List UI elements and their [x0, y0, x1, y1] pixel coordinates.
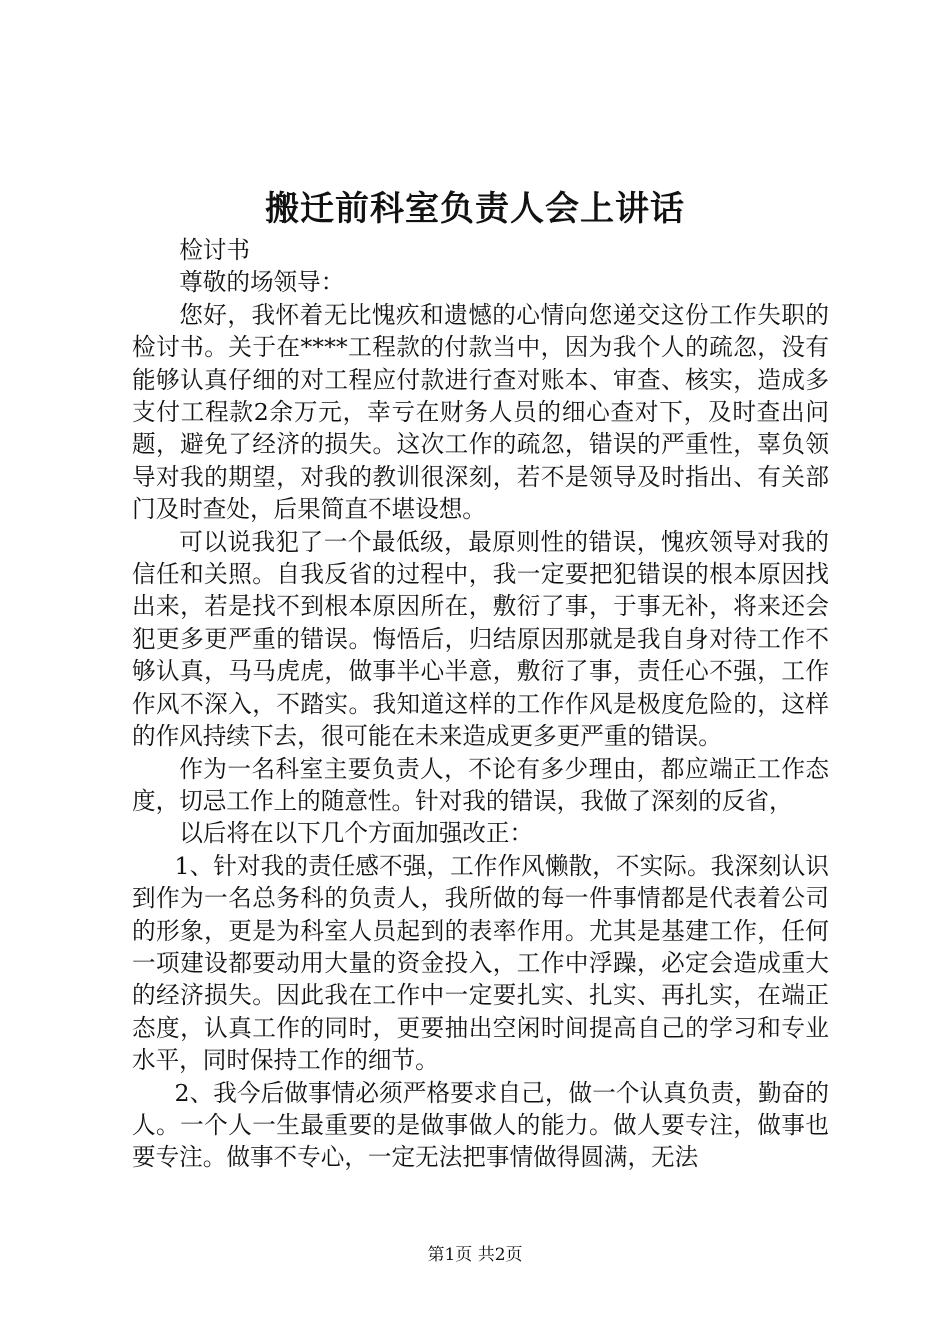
- paragraph-item-1: 1、针对我的责任感不强，工作作风懒散，不实际。我深刻认识到作为一名总务科的负责人，我所做的每一件事情都是代表着公司的形象，更是为科室人员起到的表率作用。尤其是基建工作，任何一项建设都要动用大量的资金投入，工作中浮躁，必定会造成重大的经济损失。因此我在工作中一定要扎实、扎实、再扎实，在端正态度，认真工作的同时，更要抽出空闲时间提高自己的学习和专业水平，同时保持工作的细节。: [132, 851, 829, 1075]
- page-footer: [0, 1244, 950, 1266]
- paragraph: 可以说我犯了一个最低级，最原则性的错误，愧疚领导对我的信任和关照。自我反省的过程中，我一定要把犯错误的根本原因找出来，若是找不到根本原因所在，敷衍了事，于事无补，将来还会犯更多更严重的错误。悔悟后，归结原因那就是我自身对待工作不够认真，马马虎虎，做事半心半意，敷衍了事，责任心不强，工作作风不深入，不踏实。我知道这样的工作作风是极度危险的，这样的作风持续下去，很可能在未来造成更多更严重的错误。: [132, 527, 829, 751]
- page-total: 共2页: [477, 1245, 523, 1265]
- paragraph: 您好，我怀着无比愧疚和遗憾的心情向您递交这份工作失职的检讨书。关于在****工程款的付款当中，因为我个人的疏忽，没有能够认真仔细的对工程应付款进行查对账本、审查、核实，造成多支付工程款2余万元，幸亏在财务人员的细心查对下，及时查出问题，避免了经济的损失。这次工作的疏忽，错误的严重性，辜负领导对我的期望，对我的教训很深刻，若不是领导及时指出、有关部门及时查处，后果简直不堪设想。: [132, 300, 829, 524]
- paragraph: 以后将在以下几个方面加强改正：: [179, 819, 534, 848]
- page-number: 第1页: [427, 1245, 473, 1265]
- document-body: [132, 234, 829, 1174]
- paragraph: 作为一名科室主要负责人，不论有多少理由，都应端正工作态度，切忌工作上的随意性。针对我的错误，我做了深刻的反省，: [132, 754, 829, 815]
- paragraph-heading: 检讨书: [179, 236, 250, 264]
- page-title: 搬迁前科室负责人会上讲话: [265, 189, 685, 229]
- paragraph-salutation: 尊敬的场领导：: [179, 268, 345, 297]
- paragraph-item-2: 2、我今后做事情必须严格要求自己，做一个认真负责，勤奋的人。一个人一生最重要的是做事做人的能力。做人要专注，做事也要专注。做事不专心，一定无法把事情做得圆满，无法: [132, 1078, 829, 1172]
